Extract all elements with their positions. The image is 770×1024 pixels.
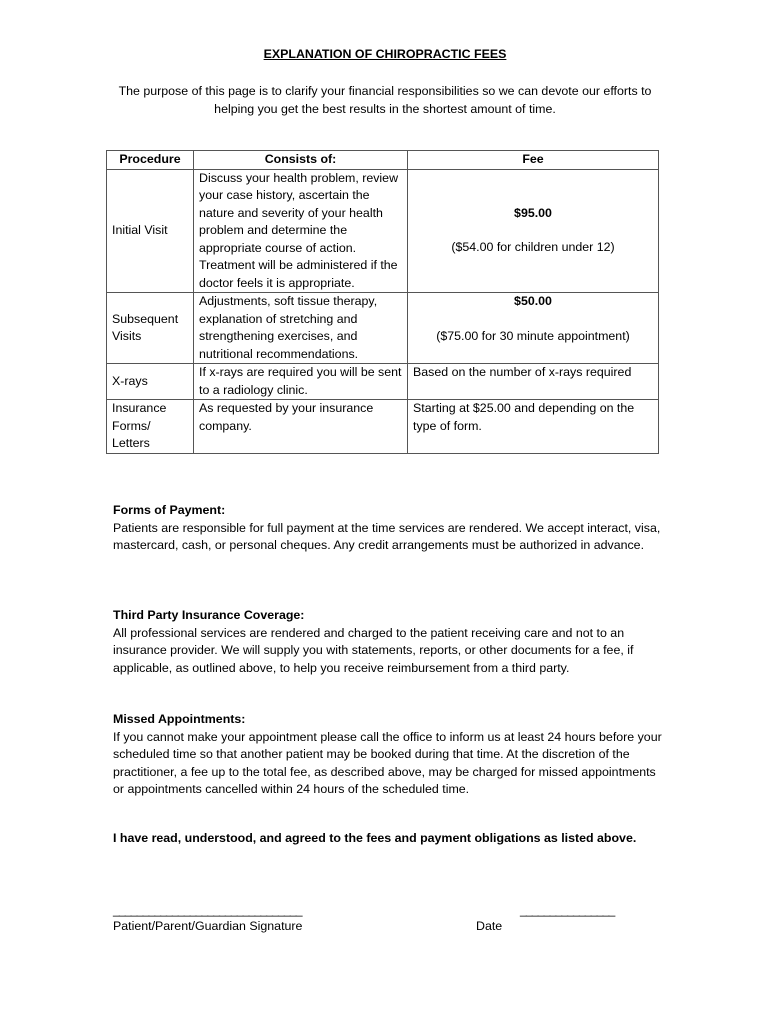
procedure-cell: Insurance Forms/ Letters (107, 400, 194, 454)
signature-line[interactable]: ________________________________ (113, 903, 302, 917)
consists-cell: As requested by your insurance company. (194, 400, 408, 454)
fee-note: ($75.00 for 30 minute appointment) (436, 328, 630, 343)
fee-amount: $50.00 (514, 294, 552, 308)
insurance-body: All professional services are rendered and charged to the patient receiving care and not to an insurance provider. We will supply you with statements, reports, or other documents for a fee, if applicable, as outlined above, to help you receive reimbursement from a third party. (113, 625, 634, 675)
agreement-statement: I have read, understood, and agreed to the fees and payment obligations as listed above. (113, 831, 637, 845)
page-title: EXPLANATION OF CHIROPRACTIC FEES (263, 47, 507, 61)
table-row (107, 169, 659, 293)
table-row (107, 293, 659, 364)
insurance-section (113, 607, 668, 677)
header-procedure: Procedure (107, 151, 194, 170)
fee-amount: $95.00 (514, 205, 552, 220)
missed-body: If you cannot make your appointment please call the office to inform us at least 24 hours before your scheduled time so that another patient may be booked during that time. At the discretion of the practitioner, a fee up to the total fee, as described above, may be charged for missed appointments or appointments cancelled within 24 hours of the scheduled time. (113, 729, 662, 796)
signature-label: Patient/Parent/Guardian Signature (113, 919, 303, 933)
table-header-row (107, 151, 659, 170)
fee-cell: Starting at $25.00 and depending on the type of form. (408, 400, 659, 454)
intro-paragraph: The purpose of this page is to clarify your financial responsibilities so we can devote our efforts to helping you get the best results in the shortest amount of time. (118, 84, 652, 116)
fee-note: ($54.00 for children under 12) (451, 240, 615, 255)
payment-body: Patients are responsible for full payment at the time services are rendered. We accept interact, visa, mastercard, cash, or personal cheques. Any credit arrangements must be authorized in advance. (113, 520, 661, 552)
date-line[interactable]: ________________ (520, 903, 615, 917)
table-row (107, 364, 659, 400)
insurance-heading: Third Party Insurance Coverage: (113, 608, 305, 622)
procedure-cell: Initial Visit (107, 169, 194, 293)
missed-heading: Missed Appointments: (113, 712, 246, 726)
header-fee: Fee (408, 151, 659, 170)
fee-cell (408, 293, 659, 364)
missed-section (113, 711, 668, 799)
payment-heading: Forms of Payment: (113, 503, 226, 517)
consists-cell: If x-rays are required you will be sent to a radiology clinic. (194, 364, 408, 400)
date-label: Date (476, 919, 503, 933)
procedure-cell: Subsequent Visits (107, 293, 194, 364)
fee-cell (408, 169, 659, 293)
header-consists: Consists of: (194, 151, 408, 170)
payment-section (113, 502, 668, 555)
consists-cell: Discuss your health problem, review your case history, ascertain the nature and severity of your health problem and determine the appropriate course of action. Treatment will be administered if the doctor feels it is appropriate. (194, 169, 408, 293)
table-row (107, 400, 659, 454)
procedure-cell: X-rays (107, 364, 194, 400)
consists-cell: Adjustments, soft tissue therapy, explanation of stretching and strengthening exercises, and nutritional recommendations. (194, 293, 408, 364)
fee-cell: Based on the number of x-rays required (408, 364, 659, 400)
fees-table (106, 150, 659, 454)
